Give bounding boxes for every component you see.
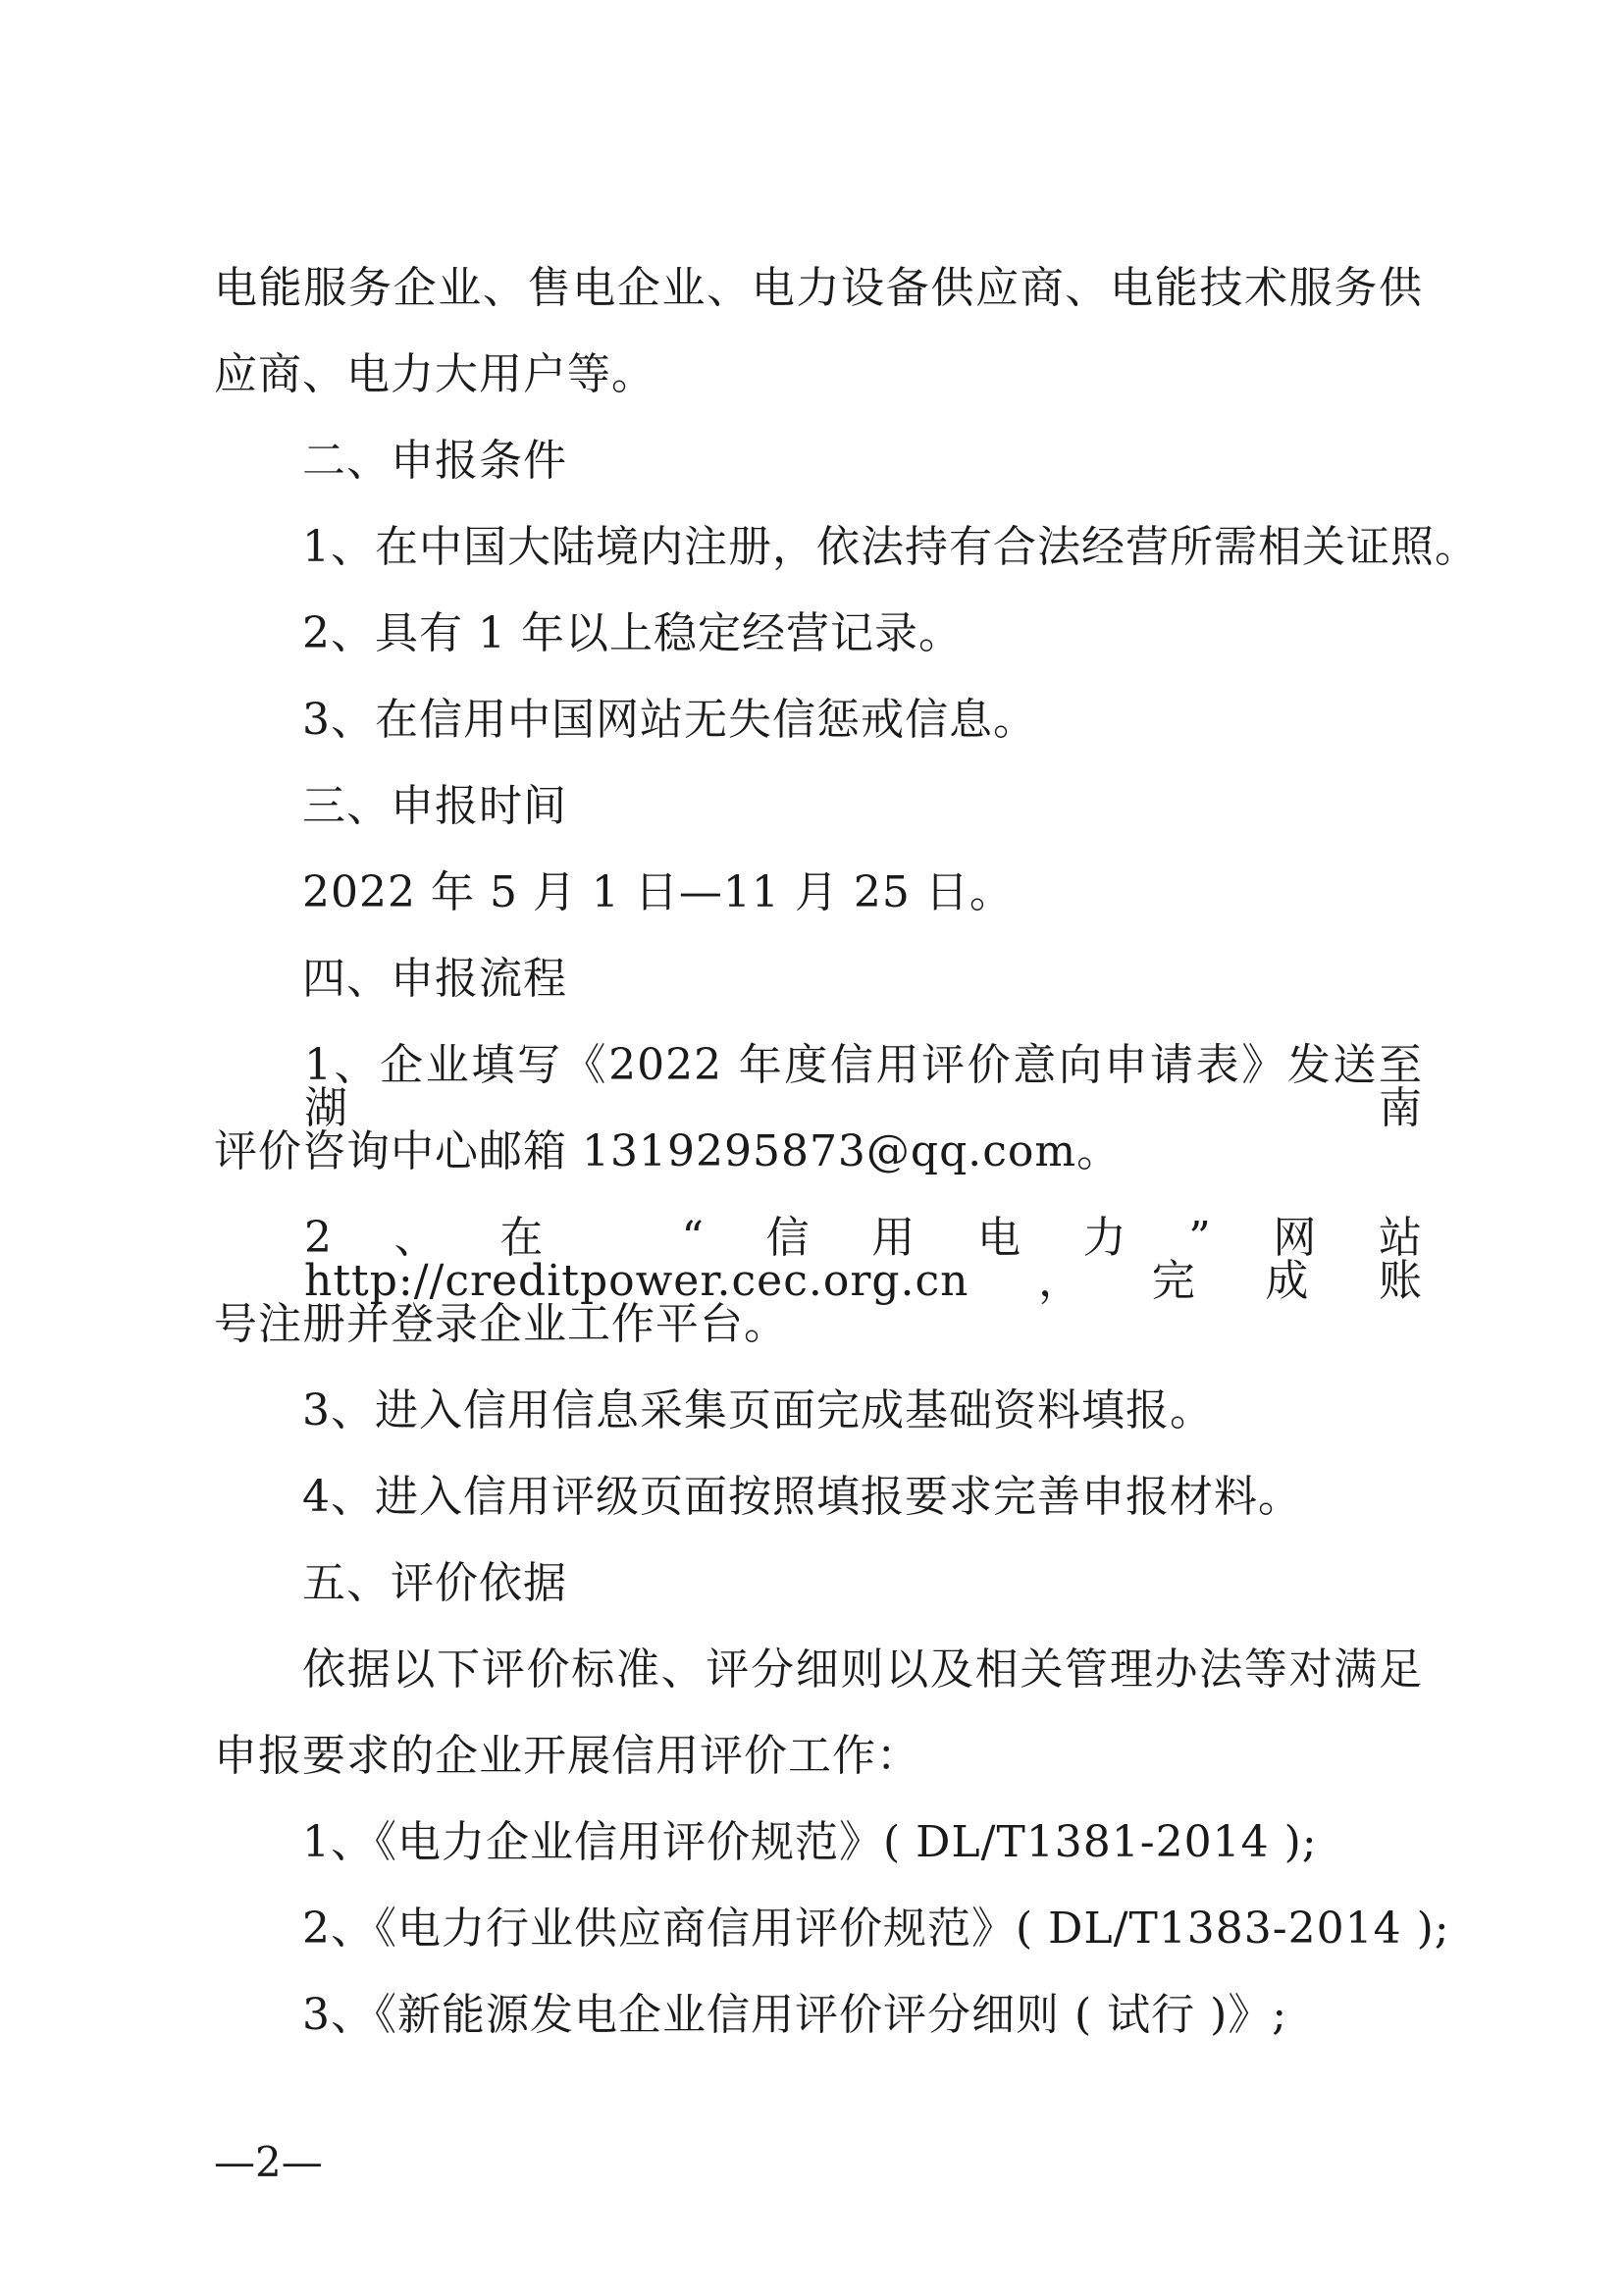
paragraph-line: 1、企业填写《2022 年度信用评价意向申请表》发送至湖南	[304, 1040, 1423, 1133]
paragraph-line: 2、在 “信用电力”网站 http://creditpower.cec.org.cn，完成账	[304, 1213, 1423, 1306]
paragraph-line: 3、在信用中国网站无失信惩戒信息。	[302, 695, 1037, 745]
reference-item: 1、《电力企业信用评价规范》( DL/T1381-2014 );	[302, 1817, 1318, 1867]
paragraph-line: 评价咨询中心邮箱 1319295873@qq.com。	[214, 1126, 1122, 1176]
reference-item: 3、《新能源发电企业信用评价评分细则 ( 试行 )》;	[302, 1990, 1288, 2040]
section-heading: 四、申报流程	[302, 954, 567, 1004]
section-heading: 三、申报时间	[302, 781, 567, 831]
reference-item: 2、《电力行业供应商信用评价规范》( DL/T1383-2014 );	[302, 1904, 1450, 1954]
paragraph-line: 2、具有 1 年以上稳定经营记录。	[302, 608, 963, 658]
paragraph-line: 申报要求的企业开展信用评价工作：	[214, 1731, 920, 1781]
section-heading: 二、申报条件	[302, 436, 567, 486]
paragraph-line: 依据以下评价标准、评分细则以及相关管理办法等对满足	[302, 1644, 1423, 1695]
section-heading: 五、评价依据	[302, 1558, 567, 1608]
paragraph-line: 2022 年 5 月 1 日—11 月 25 日。	[302, 867, 1014, 917]
paragraph-line: 3、进入信用信息采集页面完成基础资料填报。	[302, 1385, 1214, 1435]
paragraph-line: 电能服务企业、售电企业、电力设备供应商、电能技术服务供	[214, 263, 1423, 313]
paragraph-line: 4、进入信用评级页面按照填报要求完善申报材料。	[302, 1472, 1302, 1522]
page-number: —2—	[214, 2138, 323, 2186]
paragraph-line: 应商、电力大用户等。	[214, 349, 655, 399]
paragraph-line: 1、在中国大陆境内注册，依法持有合法经营所需相关证照。	[302, 522, 1479, 572]
paragraph-line: 号注册并登录企业工作平台。	[214, 1299, 788, 1349]
